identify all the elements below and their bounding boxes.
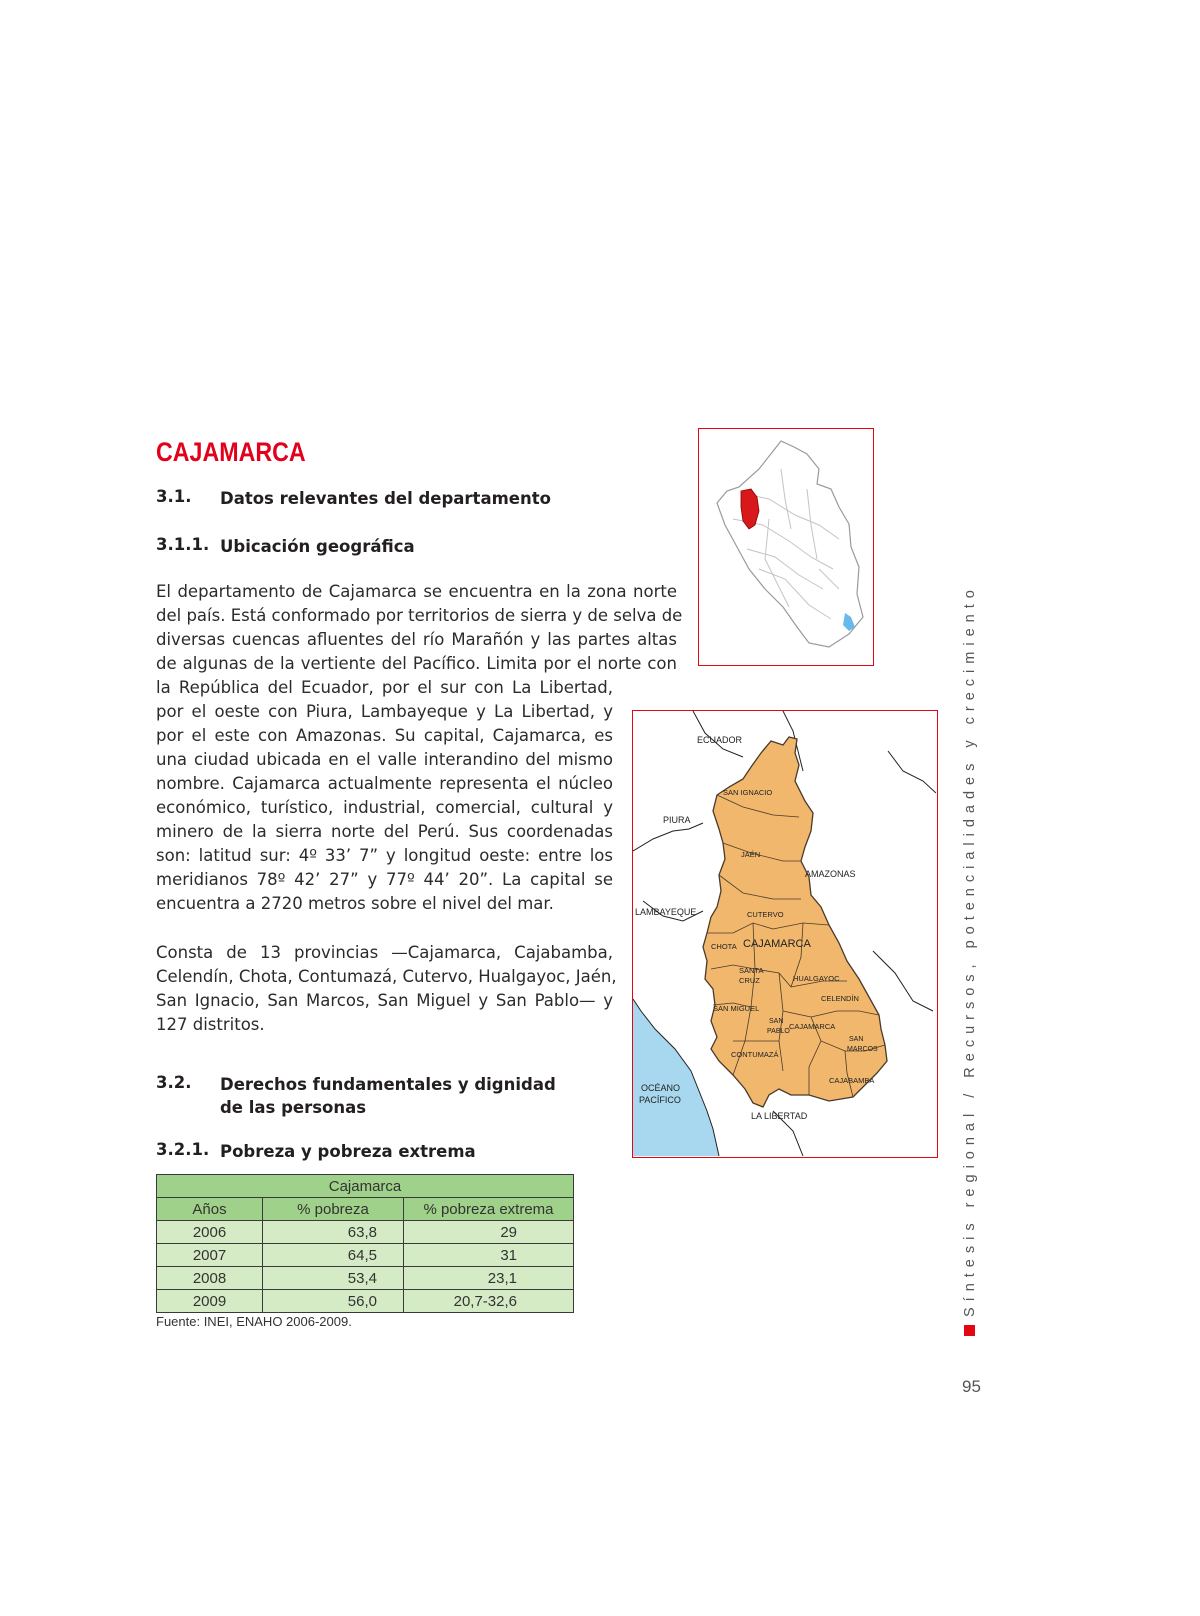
paragraph-line: son: latitud sur: 4º 33’ 7” y longitud oeste: entre los	[156, 846, 613, 865]
table-cell-year: 2006	[157, 1221, 263, 1244]
label-celendin: CELENDÍN	[821, 994, 859, 1003]
table-row	[157, 1267, 574, 1290]
pacific-ocean	[633, 999, 719, 1156]
location-paragraph-narrow	[156, 676, 613, 916]
section-title: Datos relevantes del departamento	[220, 489, 551, 508]
paragraph-line: El departamento de Cajamarca se encuentra en la zona norte	[156, 582, 677, 601]
paragraph-line: del país. Está conformado por territorios de sierra y de selva de	[156, 606, 683, 625]
cajamarca-region-map	[632, 710, 938, 1158]
poverty-table	[156, 1174, 574, 1313]
label-san-marcos-line1: SAN	[849, 1036, 864, 1043]
table-cell-extreme: 31	[404, 1244, 574, 1267]
table-cell-poverty: 64,5	[263, 1244, 404, 1267]
section-number: 3.2.	[156, 1073, 192, 1092]
section-number: 3.2.1.	[156, 1140, 210, 1159]
table-cell-extreme: 23,1	[404, 1267, 574, 1290]
label-cutervo: CUTERVO	[747, 910, 784, 919]
section-title: Pobreza y pobreza extrema	[220, 1142, 476, 1161]
label-santa-line1: SANTA	[739, 966, 764, 975]
section-title	[220, 1073, 556, 1119]
peru-locator-map	[698, 428, 874, 666]
section-number: 3.1.1.	[156, 535, 210, 554]
table-header-years: Años	[157, 1198, 263, 1221]
paragraph-line: de algunas de la vertiente del Pacífico. Limita por el norte con	[156, 654, 677, 673]
table-header-poverty: % pobreza	[263, 1198, 404, 1221]
table-source: Fuente: INEI, ENAHO 2006-2009.	[156, 1314, 352, 1329]
label-lambayeque: LAMBAYEQUE	[635, 907, 697, 917]
label-la-libertad: LA LIBERTAD	[751, 1111, 808, 1121]
section-title: Ubicación geográfica	[220, 537, 415, 556]
section-heading-3-1	[156, 487, 551, 510]
cajamarca-map-svg	[633, 711, 936, 1156]
peru-border	[717, 441, 863, 647]
paragraph-line: por el oeste con Piura, Lambayeque y La Libertad, y	[156, 702, 613, 721]
table-row	[157, 1244, 574, 1267]
label-cajamarca-region: CAJAMARCA	[743, 938, 811, 950]
label-ocean-line2: PACÍFICO	[639, 1095, 681, 1105]
paragraph-line: meridianos 78º 42’ 27” y 77º 44’ 20”. La capital se	[156, 870, 613, 889]
table-caption: Cajamarca	[157, 1175, 574, 1198]
table-row	[157, 1290, 574, 1313]
paragraph-line: la República del Ecuador, por el sur con La Libertad,	[156, 678, 613, 697]
red-square-icon	[964, 1325, 975, 1336]
paragraph-line: minero de la sierra norte del Perú. Sus coordenadas	[156, 822, 613, 841]
label-san-pablo-line2: PABLO	[767, 1028, 790, 1035]
table-cell-poverty: 53,4	[263, 1267, 404, 1290]
label-cajabamba: CAJABAMBA	[829, 1076, 875, 1085]
paragraph-line: Consta de 13 provincias —Cajamarca, Cajabamba,	[156, 943, 613, 962]
paragraph-line: diversas cuencas afluentes del río Marañón y las partes altas	[156, 630, 677, 649]
paragraph-line: encuentra a 2720 metros sobre el nivel del mar.	[156, 894, 554, 913]
paragraph-line: 127 distritos.	[156, 1015, 265, 1034]
section-heading-3-2-1	[156, 1140, 476, 1163]
page-number: 95	[962, 1377, 981, 1396]
paragraph-line: económico, turístico, industrial, comercial, cultural y	[156, 798, 613, 817]
paragraph-line: una ciudad ubicada en el valle interandino del mismo	[156, 750, 613, 769]
section-number: 3.1.	[156, 487, 192, 506]
provinces-paragraph	[156, 941, 617, 1037]
section-heading-3-1-1	[156, 535, 415, 558]
label-san-marcos-line2: MARCOS	[847, 1046, 878, 1053]
table-cell-poverty: 56,0	[263, 1290, 404, 1313]
label-san-ignacio: SAN IGNACIO	[723, 788, 773, 797]
paragraph-line: nombre. Cajamarca actualmente representa el núcleo	[156, 774, 613, 793]
paragraph-line: por el este con Amazonas. Su capital, Cajamarca, es	[156, 726, 613, 745]
label-san-miguel: SAN MIGUEL	[713, 1004, 760, 1013]
label-hualgayoc: HUALGAYOC	[793, 974, 840, 983]
label-ecuador: ECUADOR	[697, 735, 743, 745]
label-san-pablo-line1: SAN	[769, 1018, 784, 1025]
location-paragraph-wide	[156, 580, 683, 676]
paragraph-line: San Ignacio, San Marcos, San Miguel y San Pablo— y	[156, 991, 613, 1010]
peru-outline-map	[699, 429, 872, 664]
label-amazonas: AMAZONAS	[805, 869, 856, 879]
label-cajamarca-province: CAJAMARCA	[789, 1022, 836, 1031]
sidebar-text: Síntesis regional / Recursos, potencialidades y crecimiento	[962, 584, 978, 1317]
table-cell-extreme: 20,7-32,6	[404, 1290, 574, 1313]
table-header-extreme-poverty: % pobreza extrema	[404, 1198, 574, 1221]
table-cell-poverty: 63,8	[263, 1221, 404, 1244]
page-title: CAJAMARCA	[156, 437, 306, 467]
table-cell-year: 2008	[157, 1267, 263, 1290]
label-piura: PIURA	[663, 815, 691, 825]
table-cell-year: 2007	[157, 1244, 263, 1267]
label-chota: CHOTA	[711, 942, 737, 951]
section-title-line: de las personas	[220, 1098, 367, 1117]
section-title-line: Derechos fundamentales y dignidad	[220, 1075, 556, 1094]
section-heading-3-2	[156, 1073, 556, 1119]
label-santa-line2: CRUZ	[739, 976, 760, 985]
table-cell-year: 2009	[157, 1290, 263, 1313]
label-contumaza: CONTUMAZÁ	[731, 1050, 779, 1059]
label-jaen: JAÉN	[741, 850, 761, 859]
sidebar-running-title	[962, 584, 978, 1336]
table-row	[157, 1221, 574, 1244]
table-cell-extreme: 29	[404, 1221, 574, 1244]
paragraph-line: Celendín, Chota, Contumazá, Cutervo, Hualgayoc, Jaén,	[156, 967, 617, 986]
label-ocean-line1: OCÉANO	[641, 1083, 681, 1093]
